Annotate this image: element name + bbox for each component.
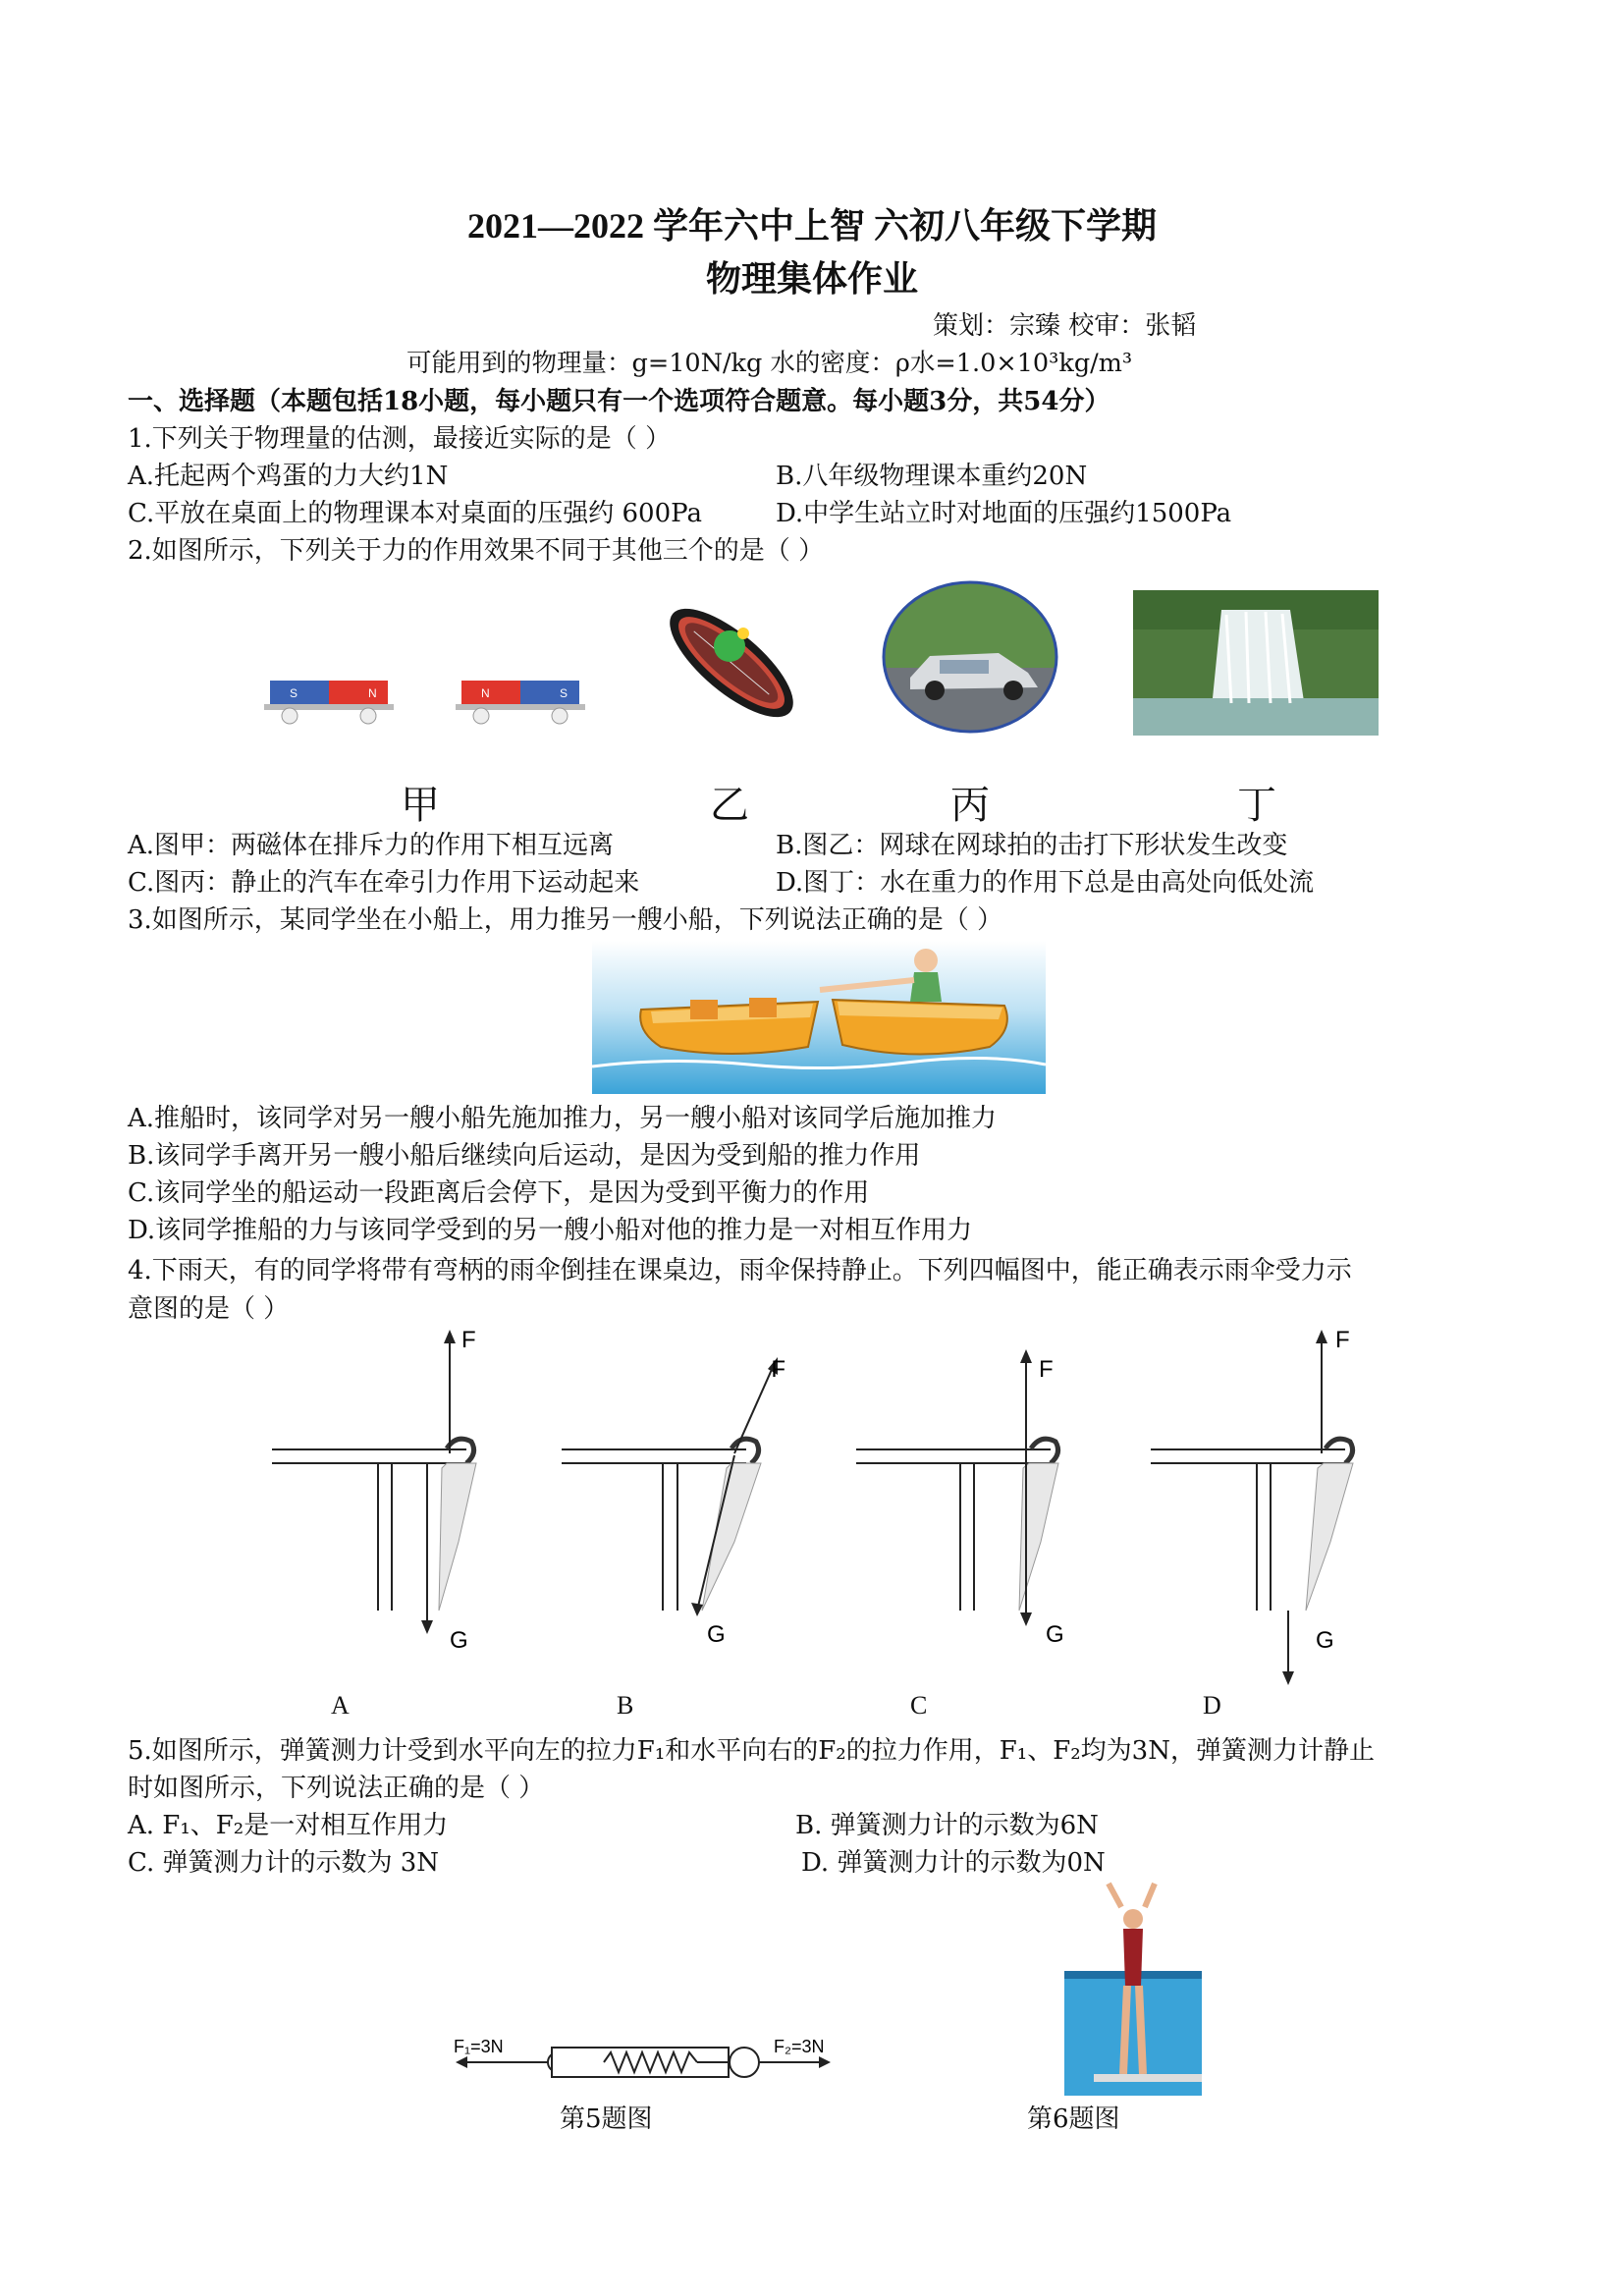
q2-option-c: C.图丙：静止的汽车在牵引力作用下运动起来 bbox=[128, 868, 640, 898]
figure-label-ding: 丁 bbox=[1237, 783, 1276, 828]
svg-text:S: S bbox=[290, 686, 298, 700]
q2-option-b: B.图乙：网球在网球拍的击打下形状发生改变 bbox=[776, 831, 1288, 860]
q2-option-d: D.图丁：水在重力的作用下总是由高处向低处流 bbox=[776, 868, 1315, 898]
q4-stem-line1: 4.下雨天，有的同学将带有弯柄的雨伞倒挂在课桌边，雨伞保持静止。下列四幅图中，能正确表示雨伞受力示 bbox=[128, 1256, 1352, 1285]
figure-label-jia: 甲 bbox=[401, 783, 440, 828]
q5-figure-caption: 第5题图 bbox=[560, 2104, 653, 2134]
q4-stem-line2: 意图的是（ ） bbox=[128, 1294, 290, 1324]
q1-option-a: A.托起两个鸡蛋的力大约1N bbox=[128, 462, 449, 491]
figure-label-d: D bbox=[1203, 1691, 1221, 1720]
svg-text:N: N bbox=[481, 686, 490, 700]
figure-label-c: C bbox=[910, 1691, 928, 1720]
car-image bbox=[881, 579, 1059, 735]
figure-label-bing: 丙 bbox=[950, 783, 990, 828]
magnets-image bbox=[260, 673, 604, 732]
constants-line: 可能用到的物理量：g=10N/kg 水的密度：ρ水=1.0×10³kg/m³ bbox=[406, 349, 1133, 378]
force-g-label: G bbox=[450, 1627, 468, 1654]
force-f-label: F bbox=[771, 1356, 785, 1383]
force-f-label: F bbox=[1335, 1327, 1350, 1353]
f2-label: F₂=3N bbox=[774, 2037, 825, 2056]
figure-label-yi: 乙 bbox=[710, 783, 749, 828]
q3-option-a: A.推船时，该同学对另一艘小船先施加推力，另一艘小船对该同学后施加推力 bbox=[128, 1104, 998, 1133]
boats-image bbox=[592, 941, 1046, 1094]
umbrella-diagram-d bbox=[1149, 1326, 1375, 1689]
credits: 策划：宗臻 校审：张韬 bbox=[933, 311, 1197, 341]
q1-option-d: D.中学生站立时对地面的压强约1500Pa bbox=[776, 499, 1232, 528]
page-subtitle: 物理集体作业 bbox=[705, 259, 918, 299]
tennis-racket-image bbox=[653, 589, 810, 737]
force-f-label: F bbox=[461, 1327, 476, 1353]
q5-option-a: A. F₁、F₂是一对相互作用力 bbox=[128, 1811, 449, 1840]
q6-figure-caption: 第6题图 bbox=[1027, 2104, 1120, 2134]
force-g-label: G bbox=[1316, 1627, 1334, 1654]
svg-text:S: S bbox=[560, 686, 568, 700]
force-g-label: G bbox=[707, 1621, 726, 1648]
q1-option-c: C.平放在桌面上的物理课本对桌面的压强约 600Pa bbox=[128, 499, 702, 528]
force-f-label: F bbox=[1039, 1356, 1054, 1383]
q1-option-b: B.八年级物理课本重约20N bbox=[776, 462, 1088, 491]
umbrella-diagram-b bbox=[560, 1326, 785, 1660]
spring-scale-diagram bbox=[452, 2033, 835, 2092]
f1-label: F₁=3N bbox=[454, 2037, 504, 2056]
page-title: 2021—2022 学年六中上智 六初八年级下学期 bbox=[466, 206, 1157, 246]
section-heading: 一、选择题（本题包括18小题，每小题只有一个选项符合题意。每小题3分，共54分） bbox=[128, 387, 1110, 416]
q5-option-c: C. 弹簧测力计的示数为 3N bbox=[128, 1848, 440, 1878]
q3-option-b: B.该同学手离开另一艘小船后继续向后运动，是因为受到船的推力作用 bbox=[128, 1141, 921, 1171]
magnet-cart-left bbox=[264, 681, 394, 724]
q2-stem: 2.如图所示，下列关于力的作用效果不同于其他三个的是（ ） bbox=[128, 536, 825, 566]
magnet-cart-right bbox=[456, 681, 585, 724]
q5-option-d: D. 弹簧测力计的示数为0N bbox=[801, 1848, 1106, 1878]
umbrella-diagram-c bbox=[854, 1326, 1080, 1660]
q3-stem: 3.如图所示，某同学坐在小船上，用力推另一艘小船，下列说法正确的是（ ） bbox=[128, 905, 1003, 935]
q1-stem: 1.下列关于物理量的估测，最接近实际的是（ ） bbox=[128, 424, 672, 454]
q5-option-b: B. 弹簧测力计的示数为6N bbox=[795, 1811, 1099, 1840]
q5-stem-line1: 5.如图所示，弹簧测力计受到水平向左的拉力F₁和水平向右的F₂的拉力作用，F₁、F₂均为3N，弹簧测力计静止 bbox=[128, 1736, 1375, 1766]
q3-option-d: D.该同学推船的力与该同学受到的另一艘小船对他的推力是一对相互作用力 bbox=[128, 1216, 973, 1245]
q5-stem-line2: 时如图所示，下列说法正确的是（ ） bbox=[128, 1774, 545, 1803]
figure-label-b: B bbox=[617, 1691, 634, 1720]
diver-image bbox=[1064, 1878, 1202, 2096]
q3-option-c: C.该同学坐的船运动一段距离后会停下，是因为受到平衡力的作用 bbox=[128, 1178, 870, 1208]
force-g-label: G bbox=[1046, 1621, 1064, 1648]
waterfall-image bbox=[1133, 590, 1379, 736]
svg-text:N: N bbox=[368, 686, 377, 700]
umbrella-diagram-a bbox=[270, 1326, 496, 1660]
q2-option-a: A.图甲：两磁体在排斥力的作用下相互远离 bbox=[128, 831, 615, 860]
figure-label-a: A bbox=[331, 1691, 350, 1720]
